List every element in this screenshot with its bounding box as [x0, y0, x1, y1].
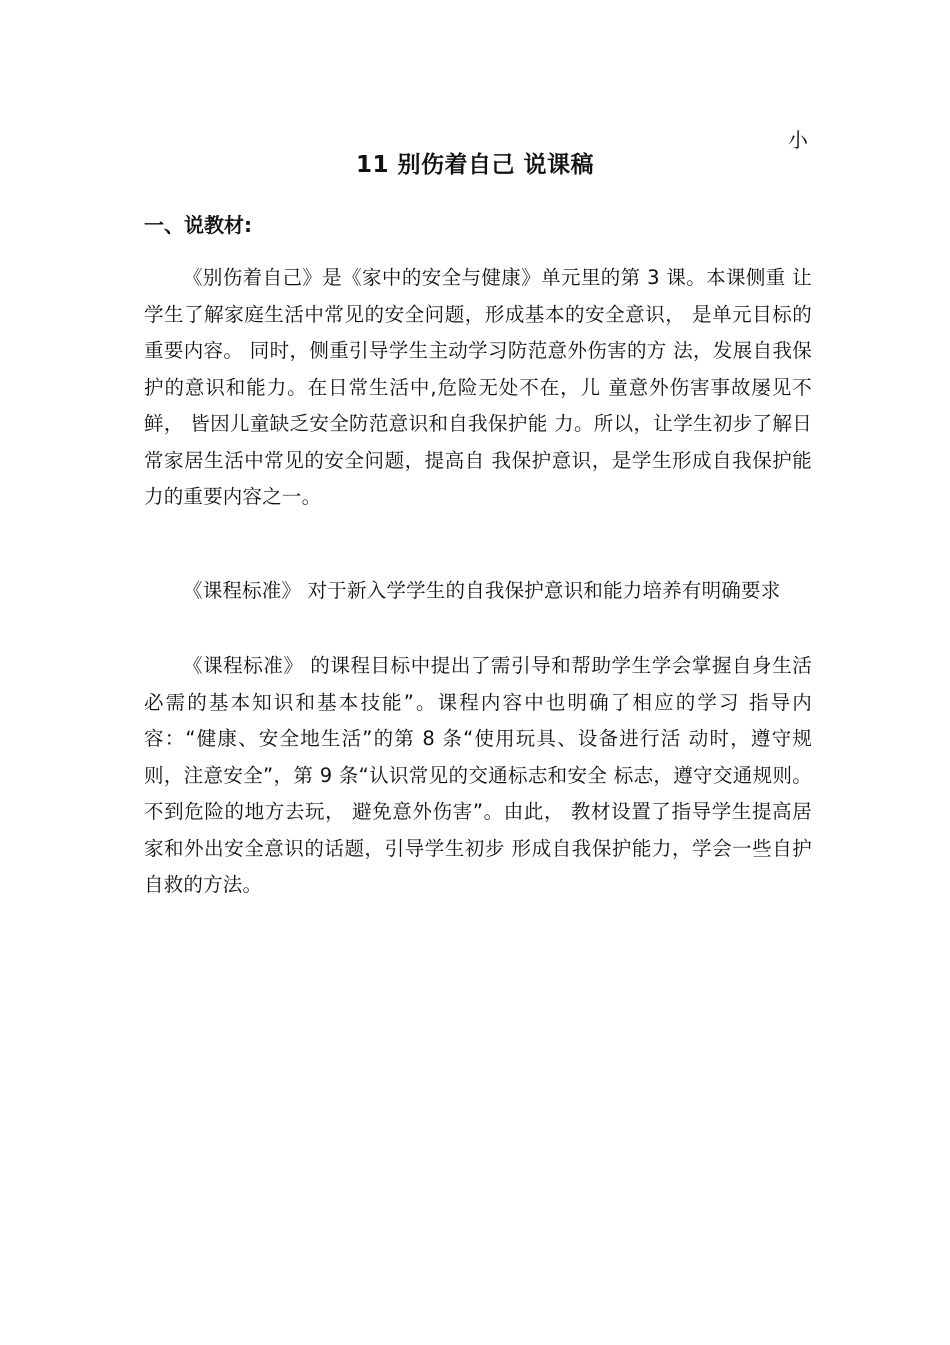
paragraph-1: [144, 260, 812, 516]
paragraph-3: [144, 648, 812, 904]
paragraph-2: [144, 575, 812, 607]
corner-mark: 小: [788, 128, 808, 152]
paragraph-2-text: 《课程标准》 对于新入学学生的自我保护意识和能力培养有明确要求: [183, 579, 781, 602]
paragraph-3-text: 《课程标准》 的课程目标中提出了需引导和帮助学生学会掌握自身生活必需的基本知识和基本技能”。课程内容中也明确了相应的学习 指导内容：“健康、安全地生活”的第 8 条“使用玩具、设备进行活 动时，遵守规则，注意安全”，第 9 条“认识常见的交通标志和安全 标志，遵守交通规则。 不到危险的地方去玩， 避免意外伤害”。由此， 教材设置了指导学生提高居家和外出安全意识的话题，引导学生初步 形成自我保护能力，学会一些自护自救的方法。: [144, 654, 812, 896]
document-title: 11 别伤着自己 说课稿: [355, 152, 595, 178]
section-heading: 一、说教材:: [144, 213, 252, 237]
paragraph-1-text: 《别伤着自己》是《家中的安全与健康》单元里的第 3 课。本课侧重 让学生了解家庭生活中常见的安全问题，形成基本的安全意识， 是单元目标的重要内容。 同时，侧重引导学生主动学习防范意外伤害的方 法，发展自我保护的意识和能力。在日常生活中,危险无处不在，儿 童意外伤害事故屡见不鲜， 皆因儿童缺乏安全防范意识和自我保护能 力。所以，让学生初步了解日常家居生活中常见的安全问题，提高自 我保护意识，是学生形成自我保护能力的重要内容之一。: [144, 266, 812, 508]
